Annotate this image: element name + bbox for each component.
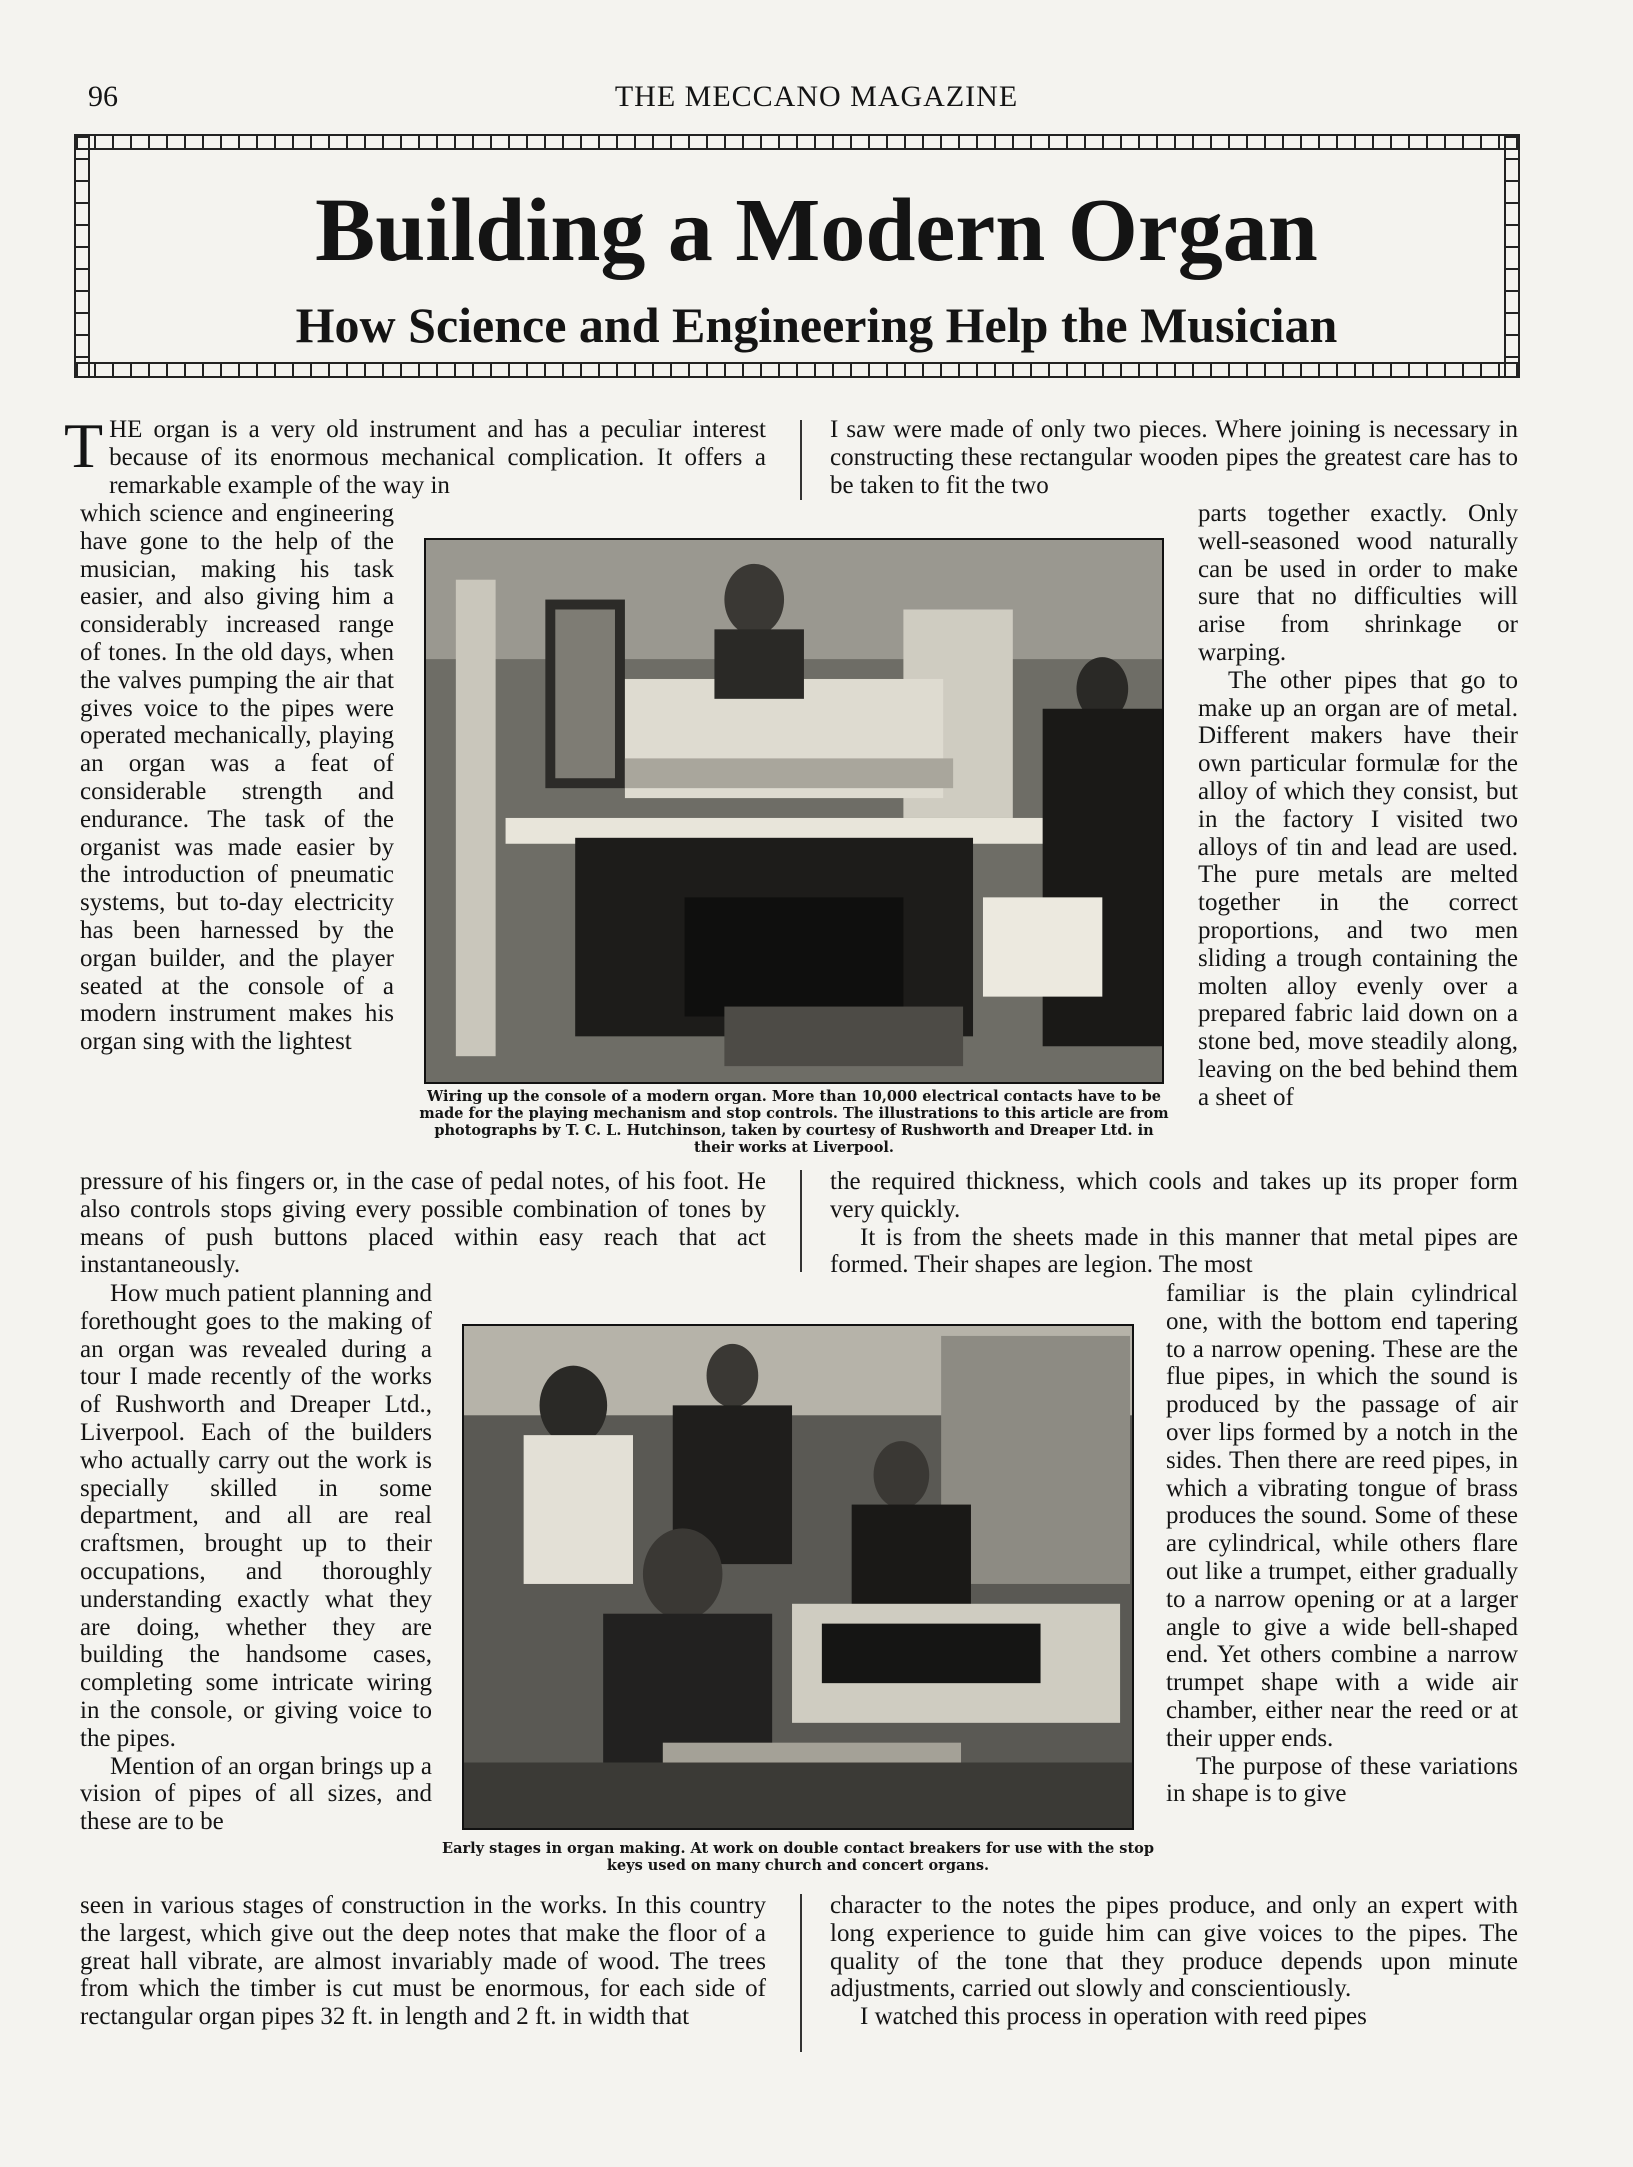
article-subtitle: How Science and Engineering Help the Musician <box>295 297 1338 353</box>
drop-cap: T <box>64 410 104 481</box>
right-wrap-1a-text: parts together exactly. Only well-seasoned wood naturally can be used in order to make sure that no difficulties will arise from shrinkage or warping. <box>1198 500 1518 666</box>
page-number: 96 <box>88 80 118 113</box>
right-wrap-2a-text: familiar is the plain cylindrical one, with the bottom end tapering to a narrow opening. These are the flue pipes, in which the sound is produced by the passage of air over lips formed by a notch in the sides. Then there are reed pipes, in which a vibrating tongue of brass produces the sound. Some of these are cylindrical, while others flare out like a trumpet, either gradually to a narrow opening or at a larger angle to give a wide bell-shaped end. Yet others combine a narrow trumpet shape with a wide air chamber, either near the reed or at their upper ends. <box>1166 1280 1518 1752</box>
column1-bottom <box>80 1892 766 2031</box>
column1-bottom-text: seen in various stages of construction in the works. In this country the largest, which give out the deep notes that make the floor of a great hall vibrate, are almost invariably made of wood. The trees from which the timber is cut must be enormous, for each side of rectangular organ pipes 32 ft. in length and 2 ft. in width that <box>80 1892 766 2031</box>
right-wrap-1b-text: The other pipes that go to make up an organ are of metal. Different makers have their own particular formulæ for the alloy of which they consist, but in the factory I visited two alloys of tin and lead are used. The pure metals are melted together in the correct proportions, and two men sliding a trough containing the molten alloy evenly over a prepared fabric laid down on a stone bed, move steadily along, leaving on the bed behind them a sheet of <box>1198 666 1518 1111</box>
column2-intro <box>830 416 1518 499</box>
column2-bottom <box>830 1892 1518 2031</box>
right-wrap-2 <box>1166 1280 1518 1808</box>
intro-text: HE organ is a very old instrument and has a peculiar interest because of its enormous mechanical complication. It offers a remarkable example of the way in <box>109 416 766 499</box>
column2-middle-b: It is from the sheets made in this manner that metal pipes are formed. Their shapes are legion. The most <box>830 1223 1518 1279</box>
column1-intro <box>64 410 766 499</box>
frame-top <box>74 134 1520 150</box>
left-wrap-1-text: which science and engineering have gone to the help of the musician, making his task easier, and also giving him a considerably increased range of tones. In the old days, when the valves pumping the air that gives voice to the pipes were operated mechanically, playing an organ was a feat of considerable strength and endurance. The task of the organist was made easier by the introduction of pneumatic systems, but to-day electricity has been harnessed by the organ builder, and the player seated at the console of a modern instrument makes his organ sing with the lightest <box>80 500 394 1056</box>
column1-middle-text: pressure of his fingers or, in the case of pedal notes, of his foot. He also controls stops giving every possible combination of tones by means of push buttons placed within easy reach that act instantaneously. <box>80 1168 766 1279</box>
column2-intro-text: I saw were made of only two pieces. Where joining is necessary in constructing these rectangular wooden pipes the greatest care has to be taken to fit the two <box>830 416 1518 499</box>
column-rule-top <box>800 420 802 500</box>
column2-middle <box>830 1168 1518 1279</box>
magazine-title: THE MECCANO MAGAZINE <box>614 80 1019 113</box>
left-wrap-1 <box>80 500 394 1056</box>
column2-bottom-a: character to the notes the pipes produce, and only an expert with long experience to guide him can give voices to the pipes. The quality of the tone that they produce depends upon minute adjustments, carried out slowly and conscientiously. <box>830 1892 1518 2003</box>
console-wiring-photo <box>424 538 1164 1084</box>
caption-breakers: Early stages in organ making. At work on double contact breakers for use with the stop keys used on many church and concert organs. <box>442 1840 1154 1874</box>
left-wrap-2 <box>80 1280 432 1836</box>
article-title: Building a Modern Organ <box>315 181 1318 280</box>
column-rule-bottom <box>800 1894 802 2052</box>
column-rule-middle <box>800 1170 802 1272</box>
caption-console: Wiring up the console of a modern organ. More than 10,000 electrical contacts have to be made for the playing mechanism and stop controls. The illustrations to this article are from photographs by T. C. L. Hutchinson, taken by courtesy of Rushworth and Dreaper Ltd. in their works at Liverpool. <box>419 1088 1169 1156</box>
column2-bottom-b: I watched this process in operation with reed pipes <box>860 2003 1367 2031</box>
right-wrap-2b-text: The purpose of these variations in shape is to give <box>1166 1752 1518 1808</box>
frame-bottom <box>74 362 1520 378</box>
column1-middle <box>80 1168 766 1279</box>
left-wrap-2a-text: How much patient planning and forethought goes to the making of an organ was revealed during a tour I made recently of the works of Rushworth and Dreaper Ltd., Liverpool. Each of the builders who actually carry out the work is specially skilled in some department, and all are real craftsmen, brought up to their occupations, and thoroughly understanding exactly what they are doing, whether they are building the handsome cases, completing some intricate wiring in the console, or giving voice to the pipes. <box>80 1280 432 1752</box>
column2-middle-a: the required thickness, which cools and takes up its proper form very quickly. <box>830 1168 1518 1223</box>
right-wrap-1 <box>1198 500 1518 1112</box>
left-wrap-2b-text: Mention of an organ brings up a vision of pipes of all sizes, and these are to be <box>80 1752 432 1836</box>
contact-breakers-photo <box>462 1324 1134 1830</box>
